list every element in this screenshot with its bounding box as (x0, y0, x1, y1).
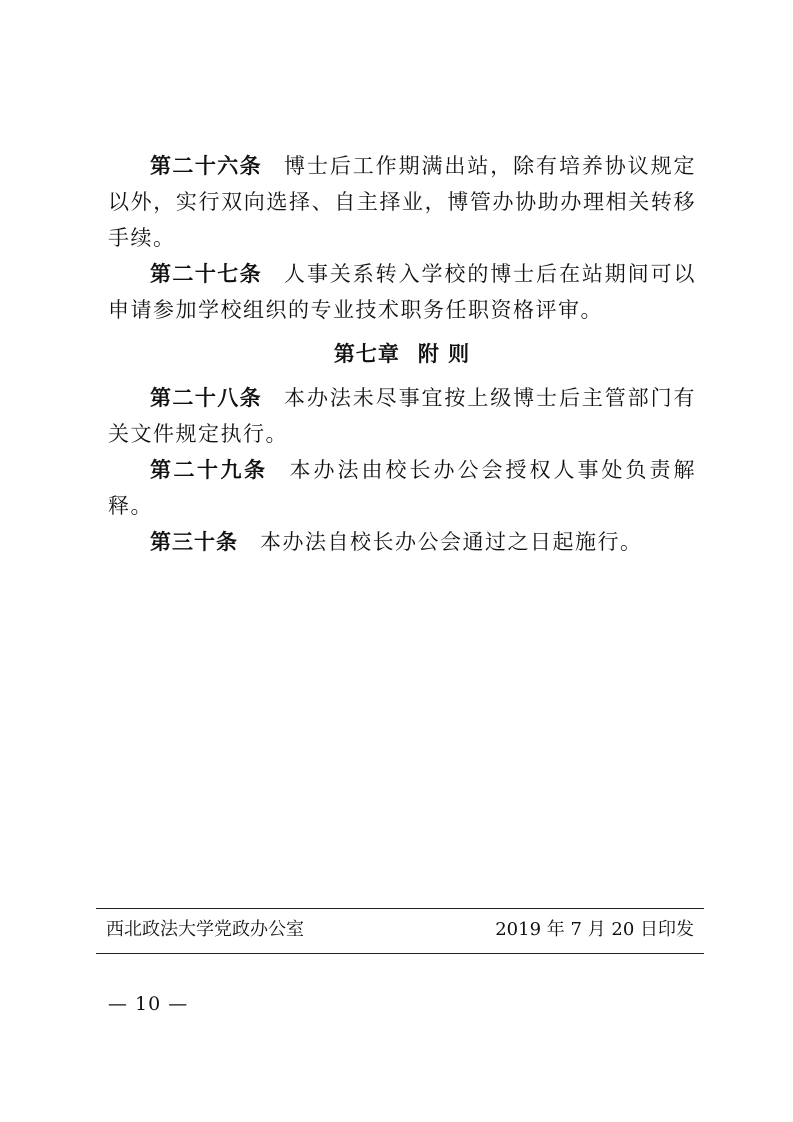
article-27 (108, 256, 696, 328)
article-label: 第二十九条 (150, 458, 268, 482)
article-text: 本办法未尽事宜按上级博士后主管部门有关文件规定执行。 (108, 386, 696, 446)
chapter-title: 附 则 (417, 342, 471, 366)
article-label: 第二十六条 (150, 154, 263, 178)
article-text: 博士后工作期满出站，除有培养协议规定以外，实行双向选择、自主择业，博管办协助办理相关转移手续。 (108, 154, 696, 250)
footer-row (96, 918, 704, 942)
chapter-number: 第七章 (333, 342, 400, 366)
article-30 (108, 524, 696, 560)
article-text: 本办法自校长办公会通过之日起施行。 (260, 530, 643, 554)
body-text (108, 148, 696, 560)
article-label: 第二十八条 (150, 386, 263, 410)
article-26 (108, 148, 696, 256)
issuance-footer (96, 908, 704, 954)
issuer-name: 西北政法大学党政办公室 (106, 919, 304, 940)
article-label: 第三十条 (150, 530, 238, 554)
article-text: 人事关系转入学校的博士后在站期间可以申请参加学校组织的专业技术职务任职资格评审。 (108, 262, 696, 322)
article-label: 第二十七条 (150, 262, 263, 286)
article-text: 本办法由校长办公会授权人事处负责解释。 (108, 458, 696, 518)
chapter-heading (108, 336, 696, 372)
article-29 (108, 452, 696, 524)
article-28 (108, 380, 696, 452)
issue-date: 2019 年 7 月 20 日印发 (495, 919, 694, 940)
page-number: — 10 — (108, 993, 189, 1015)
